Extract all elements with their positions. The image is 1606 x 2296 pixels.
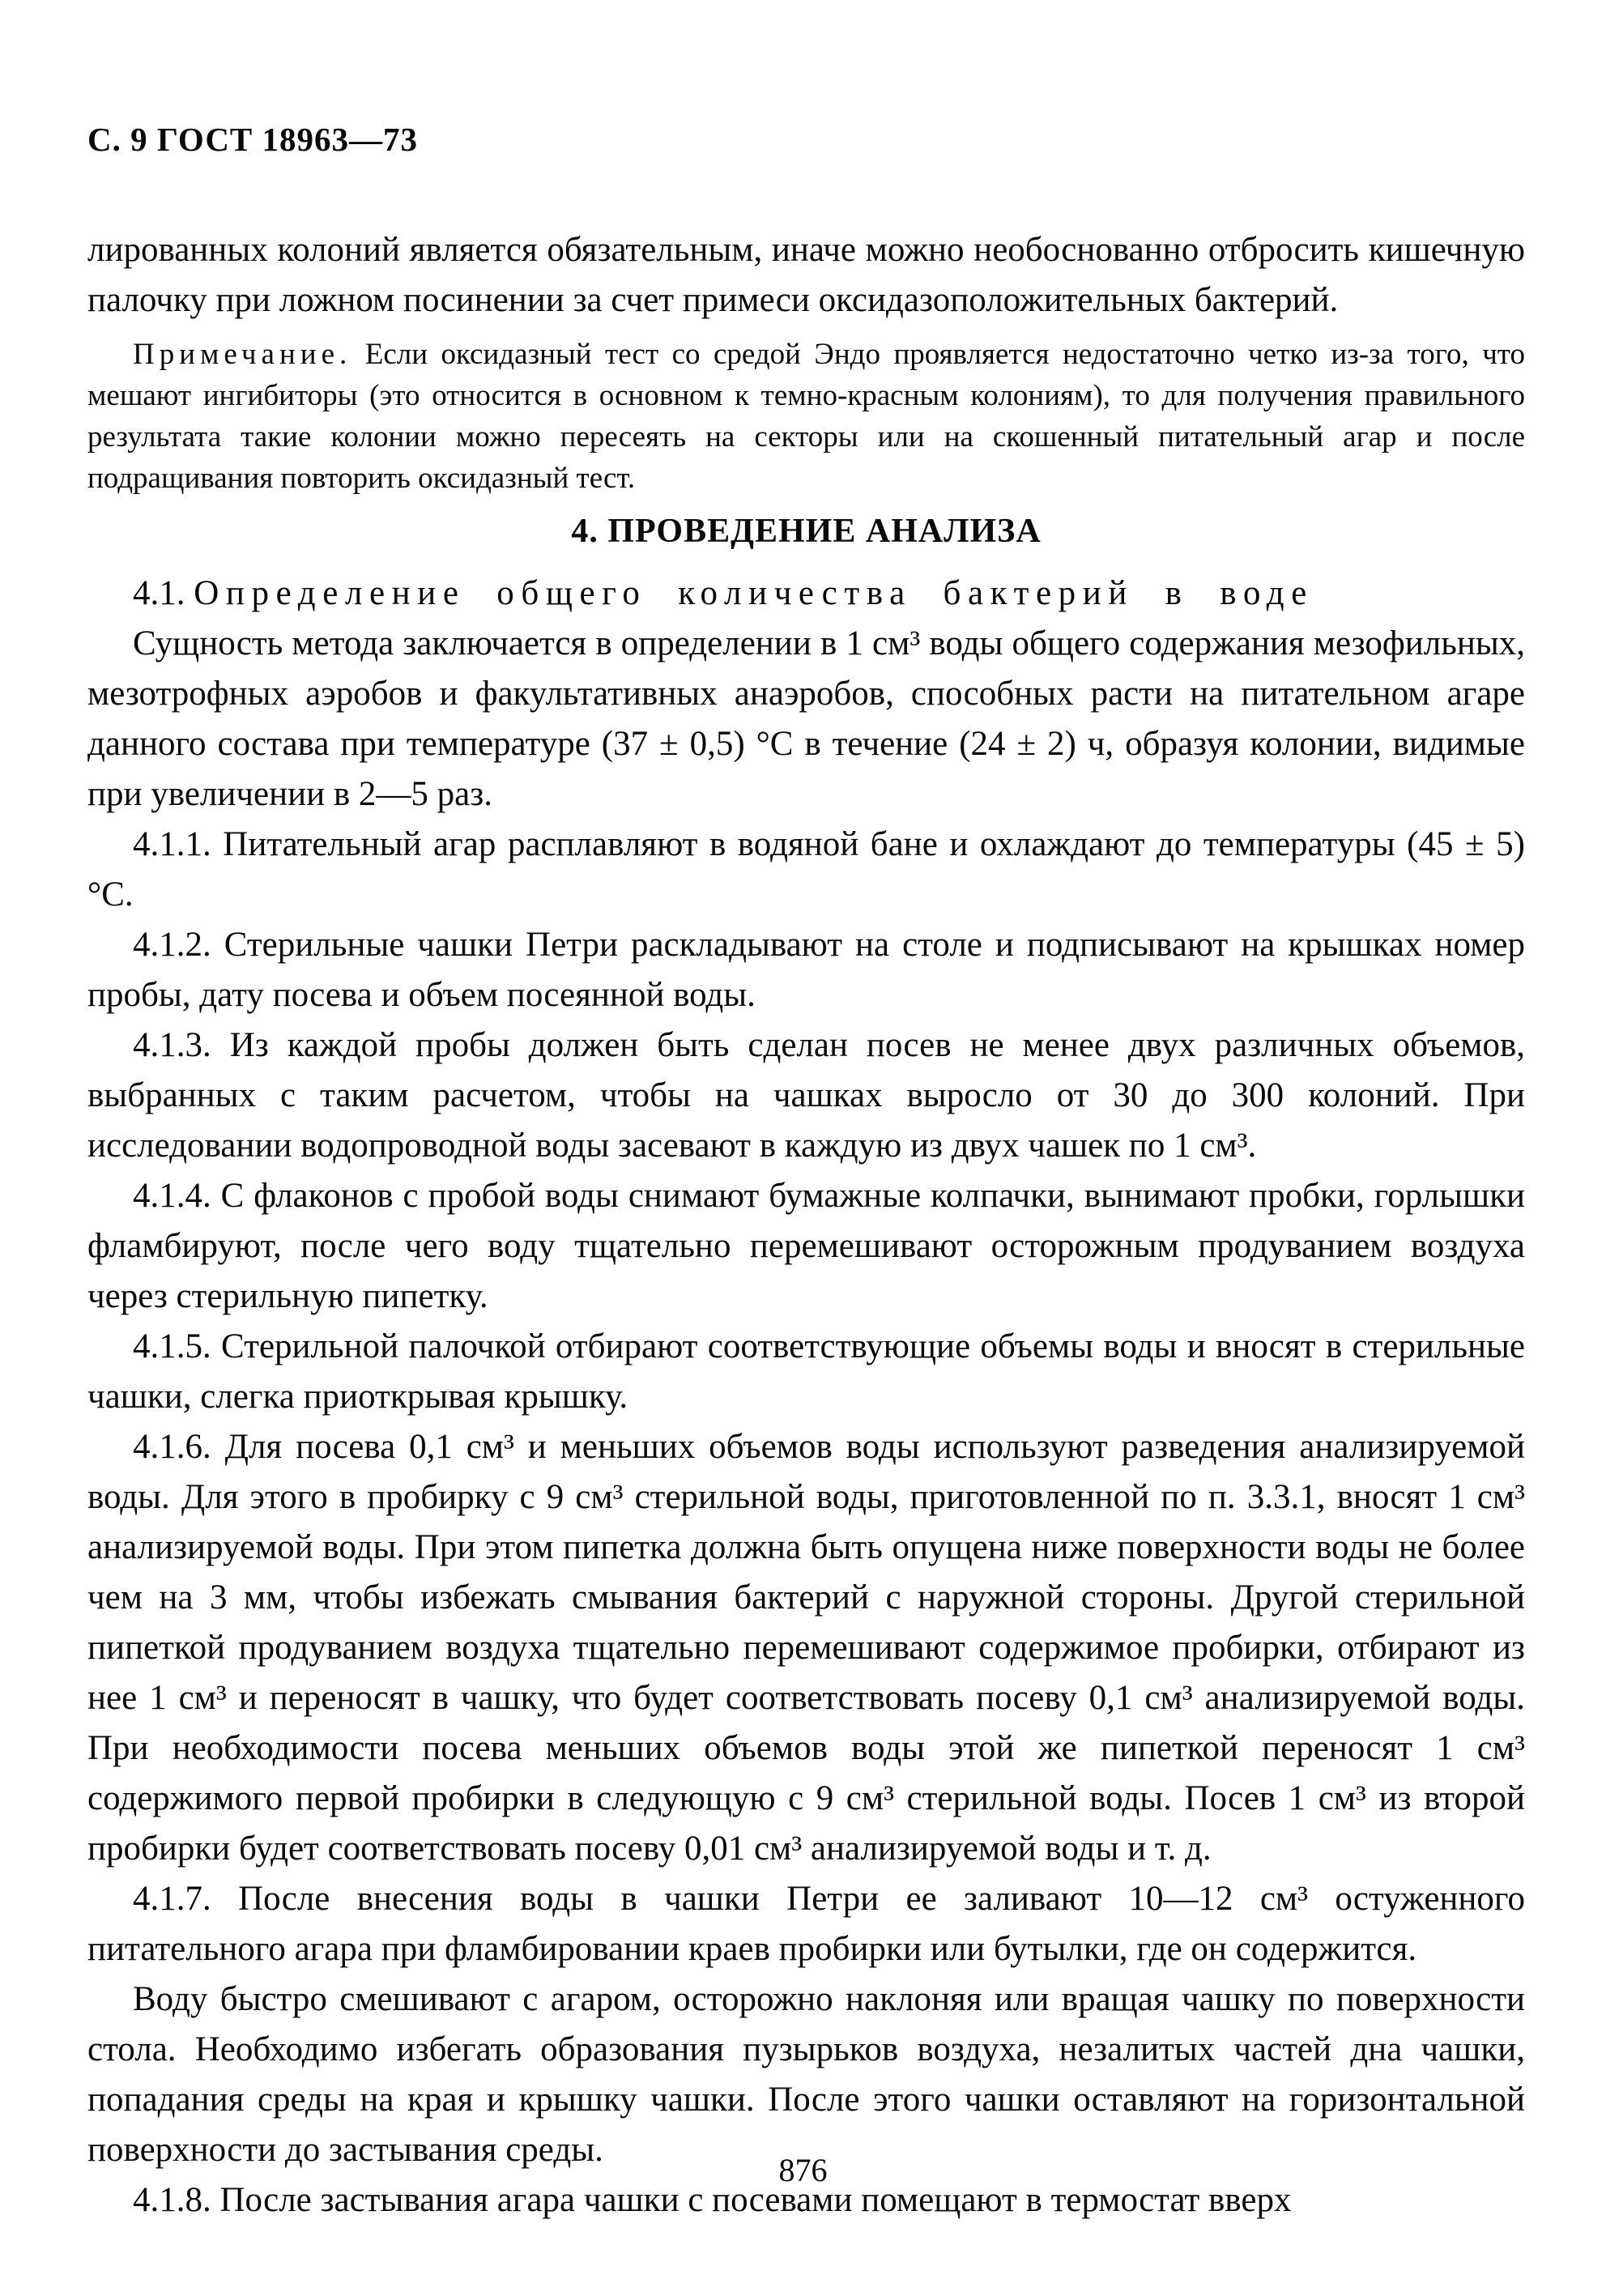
paragraph-4-1-5: 4.1.5. Стерильной палочкой отбирают соответствующие объемы воды и вносят в стерильные чашки, слегка приоткрывая крышку. — [87, 1327, 1525, 1416]
continuation-paragraph: лированных колоний является обязательным, иначе можно необоснованно отбросить кишечную палочку при ложном посинении за счет примеси оксидазоположительных бактерий. — [87, 231, 1525, 319]
paragraph-4-1-8: 4.1.8. После застывания агара чашки с посевами помещают в термостат вверх — [133, 2181, 1292, 2219]
note-label: Примечание. — [133, 338, 352, 371]
section-heading: 4. ПРОВЕДЕНИЕ АНАЛИЗА — [571, 513, 1042, 550]
paragraph-mixing: Воду быстро смешивают с агаром, осторожно наклоняя или вращая чашку по поверхности стола. Необходимо избегать образования пузырьков воздуха, незалитых частей дна чашки, попадания среды на края и крышку чашки. После этого чашки оставляют на горизонтальной поверхности до застывания среды. — [87, 1980, 1525, 2169]
running-header: С. 9 ГОСТ 18963—73 — [87, 121, 419, 158]
note-paragraph — [87, 334, 1525, 499]
subsection-heading — [87, 569, 1525, 619]
document-body — [87, 225, 1525, 2226]
paragraph-4-1-4: 4.1.4. С флаконов с пробой воды снимают бумажные колпачки, вынимают пробки, горлышки фламбируют, после чего воду тщательно перемешивают осторожным продуванием воздуха через стерильную пипетку. — [87, 1177, 1525, 1315]
page-number: 876 — [778, 2152, 828, 2188]
paragraph-4-1-6: 4.1.6. Для посева 0,1 см³ и меньших объемов воды используют разведения анализируемой воды. Для этого в пробирку с 9 см³ стерильной воды, приготовленной по п. 3.3.1, вносят 1 см³ анализируемой воды. При этом пипетка должна быть опущена ниже поверхности воды не более чем на 3 мм, чтобы избежать смывания бактерий с наружной стороны. Другой стерильной пипеткой продуванием воздуха тщательно перемешивают содержимое пробирки, отбирают из нее 1 см³ и переносят в чашку, что будет соответствовать посеву 0,1 см³ анализируемой воды. При необходимости посева меньших объемов воды этой же пипеткой переносят 1 см³ содержимого первой пробирки в следующую с 9 см³ стерильной воды. Посев 1 см³ из второй пробирки будет соответствовать посеву 0,01 см³ анализируемой воды и т. д. — [87, 1428, 1525, 1868]
subsection-title: Определение общего количества бактерий в воде — [194, 574, 1314, 612]
note-text: Если оксидазный тест со средой Эндо проявляется недостаточно четко из-за того, что мешают ингибиторы (это относится в основном к темно-красным колониям), то для получения правильного результата такие колонии можно пересеять на секторы или на скошенный питательный агар и после подращивания повторить оксидазный тест. — [87, 338, 1525, 495]
paragraph-4-1-7: 4.1.7. После внесения воды в чашки Петри ее заливают 10—12 см³ остуженного питательного агара при фламбировании краев пробирки или бутылки, где он содержится. — [87, 1880, 1525, 1968]
subsection-number: 4.1. — [133, 574, 185, 612]
paragraph-4-1-2: 4.1.2. Стерильные чашки Петри раскладывают на столе и подписывают на крышках номер пробы, дату посева и объем посеянной воды. — [87, 926, 1525, 1014]
paragraph-4-1-3: 4.1.3. Из каждой пробы должен быть сделан посев не менее двух различных объемов, выбранных с таким расчетом, чтобы на чашках выросло от 30 до 300 колоний. При исследовании водопроводной воды засевают в каждую из двух чашек по 1 см³. — [87, 1026, 1525, 1165]
paragraph-essence: Сущность метода заключается в определении в 1 см³ воды общего содержания мезофильных, мезотрофных аэробов и факультативных анаэробов, способных расти на питательном агаре данного состава при температуре (37 ± 0,5) °С в течение (24 ± 2) ч, образуя колонии, видимые при увеличении в 2—5 раз. — [87, 624, 1525, 813]
paragraph-4-1-1: 4.1.1. Питательный агар расплавляют в водяной бане и охлаждают до температуры (45 ± 5) °С. — [87, 825, 1525, 914]
